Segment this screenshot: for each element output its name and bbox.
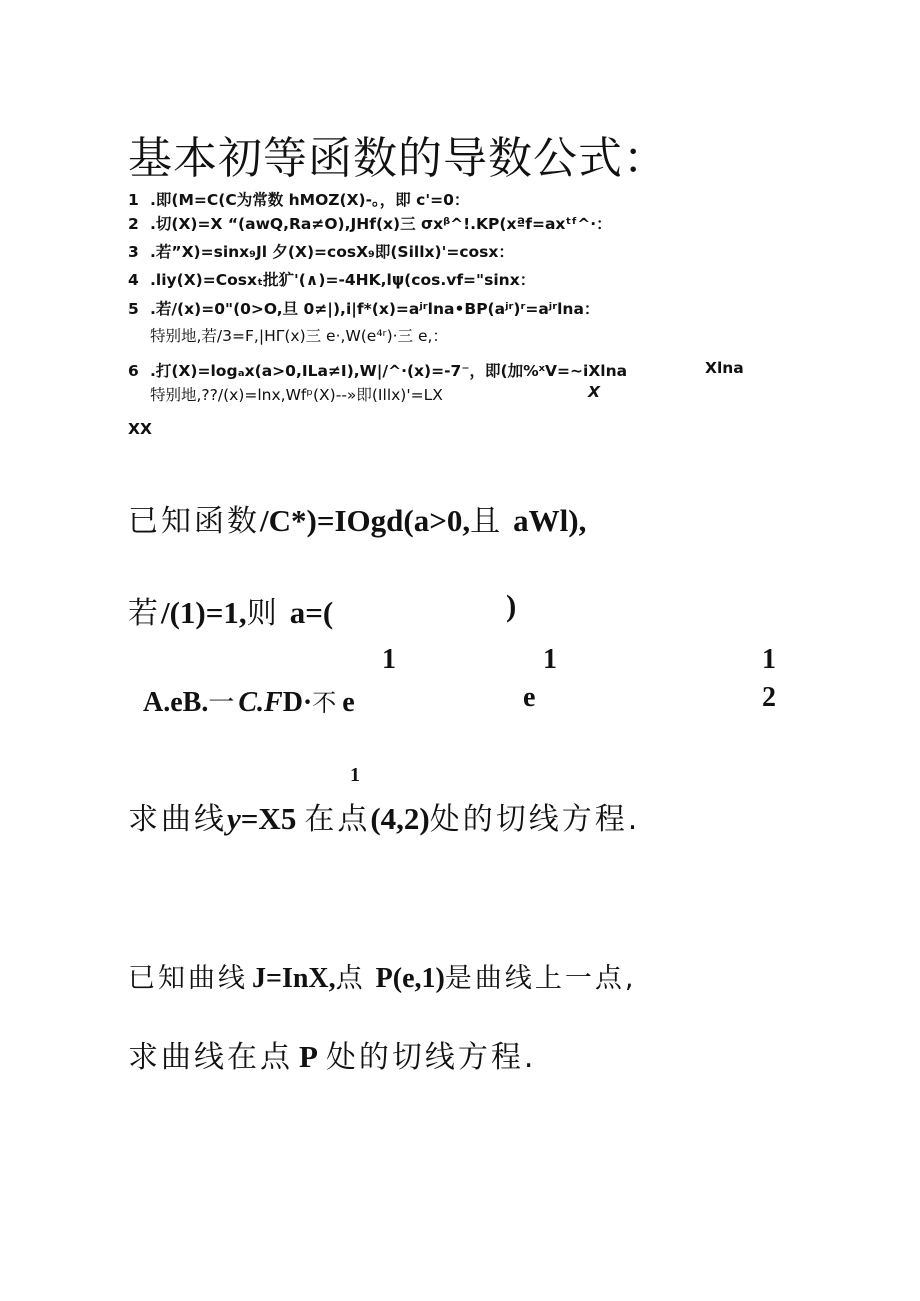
question-3-line-1 (128, 956, 636, 995)
page-title: 基本初等函数的导数公式： (128, 133, 668, 184)
formula-line-5 (128, 297, 599, 319)
q1-math: /(1)=1, (161, 595, 247, 630)
formula-xx: XX (128, 420, 152, 438)
q2-math: y (227, 801, 241, 836)
q3-text: 已知曲线 (128, 963, 248, 994)
formula-line-6-special (150, 383, 443, 405)
formula-text: .liy(X)=Cosxₜ批犷'(∧)=-4HK,lψ(cos.vf="sinx： (150, 271, 536, 289)
option-denominator: e (523, 682, 536, 713)
formula-text: .即(M=C(C为常数 hMOZ(X)-。，即 c'=0： (150, 191, 470, 209)
answer-blank-close: ) (506, 588, 517, 623)
q1-text: 已知函数 (128, 504, 260, 539)
q3-text: 处的切线方程. (325, 1040, 537, 1075)
formula-line-3 (128, 240, 514, 262)
option-a-b: A.eB. (143, 687, 209, 718)
option-d-value: 不 (312, 689, 337, 717)
formula-text: .若”X)=sinx₉Jl 夕(X)=cosX₉即(Sillx)'=cosx： (150, 243, 514, 261)
option-c: C.F (238, 687, 283, 718)
option-denominator: 2 (762, 682, 776, 713)
formula-line-6-extra: Xlna (705, 359, 744, 377)
question-2 (128, 794, 640, 838)
question-3-line-2 (128, 1032, 536, 1076)
formula-number: 6 (128, 362, 139, 380)
q1-math: a=( (289, 595, 334, 630)
formula-number: 4 (128, 271, 139, 289)
q1-text: 且 (470, 504, 504, 539)
question-1-line-1 (128, 496, 586, 540)
option-fraction-numerator: 1 (382, 644, 396, 675)
option-fraction-numerator: 1 (762, 644, 776, 675)
formula-text: 特别地,??/(x)=lnx,Wfᵖ(X)--»即(Illx)'=LX (150, 386, 443, 404)
q2-math: =X5 (240, 801, 297, 836)
question-1-options (143, 682, 355, 719)
q3-math: J=InX, (252, 963, 336, 994)
formula-line-7-extra: X (588, 383, 600, 401)
formula-number: 2 (128, 215, 139, 233)
q3-text: 点 (335, 963, 366, 994)
option-fraction-numerator: 1 (543, 644, 557, 675)
q1-math: /C*)=IOgd(a>0, (260, 503, 471, 538)
formula-text: .若/(x)=0"(0>O,旦 0≠|),i|f*(x)=aʲʳlna•BP(aʲʳ)ʳ=aʲʳlna： (150, 300, 600, 318)
q3-math: P (299, 1039, 318, 1074)
formula-number: 3 (128, 243, 139, 261)
question-1-line-2 (128, 588, 333, 632)
option-d: D· (282, 687, 313, 718)
q1-text: 若 (128, 596, 161, 631)
q3-text: 求曲线在点 (128, 1040, 293, 1075)
q3-math: P(e,1) (375, 963, 445, 994)
q2-math: (4,2) (370, 801, 430, 836)
q3-text: 是曲线上一点, (444, 963, 637, 994)
option-denominator: e (342, 687, 355, 718)
q2-text: 处的切线方程. (429, 802, 641, 837)
exponent-superscript: 1 (350, 764, 360, 786)
q2-text: 在点 (304, 802, 371, 837)
formula-line-5-special (150, 324, 448, 346)
q1-text: 则 (246, 596, 280, 631)
formula-line-2 (128, 212, 612, 234)
formula-text: .切(X)=X “(awQ,Ra≠O),JHf(x)三 σxᵝ^!.KP(xªf=axᵗᶠ^·： (150, 215, 612, 233)
formula-number: 1 (128, 191, 139, 209)
formula-line-1 (128, 188, 469, 210)
formula-text: .打(X)=logₐx(a>0,ILa≠I),W|/^·(x)=-7⁻，即(加%ˣV=~iXlna (150, 362, 628, 380)
q1-math: aWl), (513, 503, 587, 538)
formula-line-6 (128, 359, 627, 381)
formula-number: 5 (128, 300, 139, 318)
formula-line-4 (128, 268, 535, 290)
formula-text: 特别地,若/3=F,|HΓ(x)三 e·,W(e⁴ʳ)·三 e,： (150, 327, 448, 345)
q2-text: 求曲线 (128, 802, 227, 837)
option-b-value: 一 (208, 688, 235, 718)
